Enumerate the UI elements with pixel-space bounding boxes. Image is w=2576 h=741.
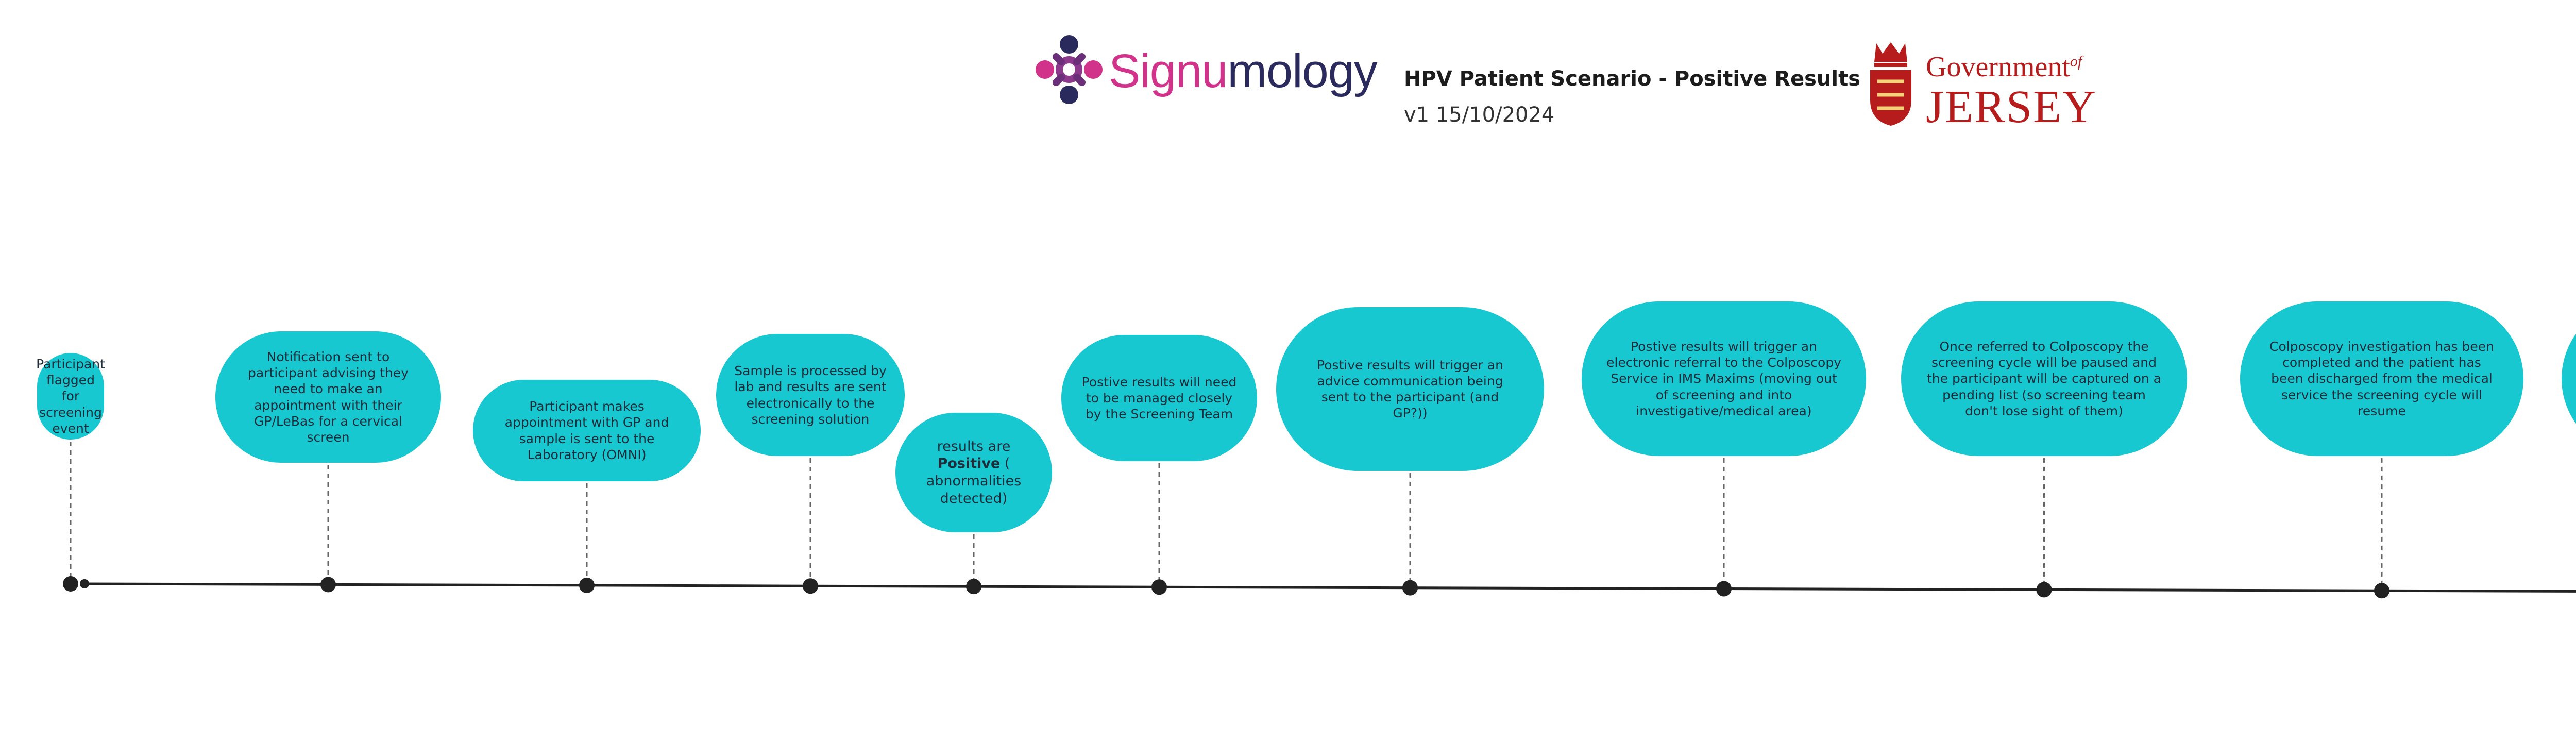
timeline-dot-7 [1402, 580, 1418, 596]
step-text-2: Notification sent to participant advising they need to make an appointment with their GP/LeBas for a cervical screen [247, 349, 409, 445]
version-label: v1 15/10/2024 [1404, 103, 1555, 127]
step-text-6: Postive results will need to be managed closely by the Screening Team [1081, 374, 1237, 422]
step-text-5-after: ( abnormalities detected) [926, 456, 1022, 507]
step-bubble-6 [1061, 335, 1257, 461]
step-text-5-before: results are [937, 438, 1011, 454]
brand-part1: Signu [1109, 45, 1228, 97]
step-bubble-4 [716, 334, 905, 456]
timeline-dot-4 [803, 578, 818, 594]
step-bubble-9 [1901, 301, 2187, 456]
step-text-10: Colposcopy investigation has been completed and the patient has been discharged from the medical service the screening cycle will resume [2269, 339, 2494, 418]
timeline-dot-1 [63, 576, 78, 592]
timeline-dot-10 [2374, 583, 2389, 598]
step-bubble-10 [2240, 301, 2523, 456]
step-text-5-bold: Positive [937, 456, 1001, 472]
timeline-dot-5 [966, 579, 981, 594]
step-text-5 [905, 438, 1043, 508]
step-bubble-2 [215, 331, 441, 463]
timeline-dot-8 [1716, 581, 1732, 596]
page-title: HPV Patient Scenario - Positive Results [1404, 67, 1861, 91]
step-bubble-8 [1582, 301, 1866, 456]
step-bubble-3 [473, 380, 701, 481]
jersey-wordmark: JERSEY [1926, 81, 2097, 132]
timeline-axis [81, 584, 2576, 594]
step-bubble-1 [37, 353, 104, 440]
step-text-1: Participant flagged for screening event [36, 356, 105, 436]
step-text-9: Once referred to Colposcopy the screening cycle will be paused and the participant will be captured on a pending list (so screening team don't lose sight of them) [1927, 339, 2162, 418]
timeline-dot-3 [579, 578, 595, 593]
step-bubble-7 [1276, 307, 1544, 471]
timeline-dot-2 [320, 577, 336, 592]
timeline-start-dot [80, 579, 89, 588]
gov-of: of [2070, 53, 2082, 70]
timeline-dot-9 [2037, 582, 2052, 597]
timeline-dot-6 [1151, 579, 1167, 595]
step-text-3: Participant makes appointment with GP and sample is sent to the Laboratory (OMNI) [504, 399, 669, 462]
step-bubble-5 [895, 413, 1052, 532]
step-text-4: Sample is processed by lab and results are sent electronically to the screening solution [734, 363, 887, 427]
step-text-7: Postive results will trigger an advice communication being sent to the participant (and GP?)) [1317, 357, 1503, 421]
gov-government: Government [1926, 51, 2070, 83]
step-text-8: Postive results will trigger an electronic referral to the Colposcopy Service in IMS Maxims (moving out of screening and into investigative/medical area) [1606, 339, 1841, 418]
brand-part2: mology [1227, 45, 1377, 97]
